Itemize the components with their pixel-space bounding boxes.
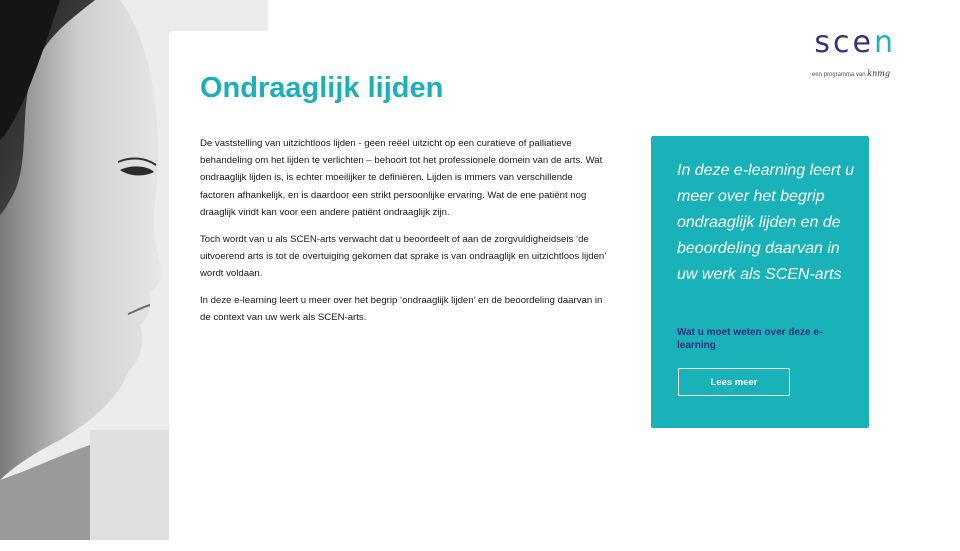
intro-paragraph: De vaststelling van uitzichtloos lijden - geen reëel uitzicht op een curatieve of palliatieve behandeling om het lijden te verlichten – behoort tot het professionele domein van de arts. Wat ondraaglijk lijden is, is echter moeilijker te definiëren. Lijden is immers van verschillende factoren afhankelijk, en is daardoor een strikt persoonlijke ervaring. Wat de ene patiënt nog draaglijk vindt kan voor een andere patiënt ondraaglijk zijn. <box>200 138 603 218</box>
scen-logo <box>796 26 896 86</box>
panel-subheading: Wat u moet weten over deze e-learning <box>677 327 823 351</box>
logo-wordmark: scen <box>814 25 896 60</box>
page-title: Ondraaglijk lijden <box>200 72 444 104</box>
panel-quote: In deze e-learning leert u meer over het begrip ondraaglijk lijden en de beoordeling daarvan in uw werk als SCEN-arts <box>677 162 854 283</box>
lees-meer-button[interactable]: Lees meer <box>678 368 790 396</box>
intro-text <box>200 135 610 336</box>
intro-paragraph: In deze e-learning leert u meer over het begrip ‘ondraaglijk lijden’ en de beoordeling daarvan in de context van uw werk als SCEN-arts. <box>200 294 603 323</box>
knmg-logo: knmg <box>867 69 890 78</box>
intro-paragraph: Toch wordt van u als SCEN-arts verwacht dat u beoordeelt of aan de zorgvuldigheidseis ‘de uitvoerend arts is tot de overtuiging gekomen dat sprake is van ondraaglijk en uitzichtloos lijden’ wordt voldaan. <box>200 233 607 279</box>
logo-subtitle: een programma van knmg <box>811 69 890 78</box>
info-panel <box>651 136 869 428</box>
